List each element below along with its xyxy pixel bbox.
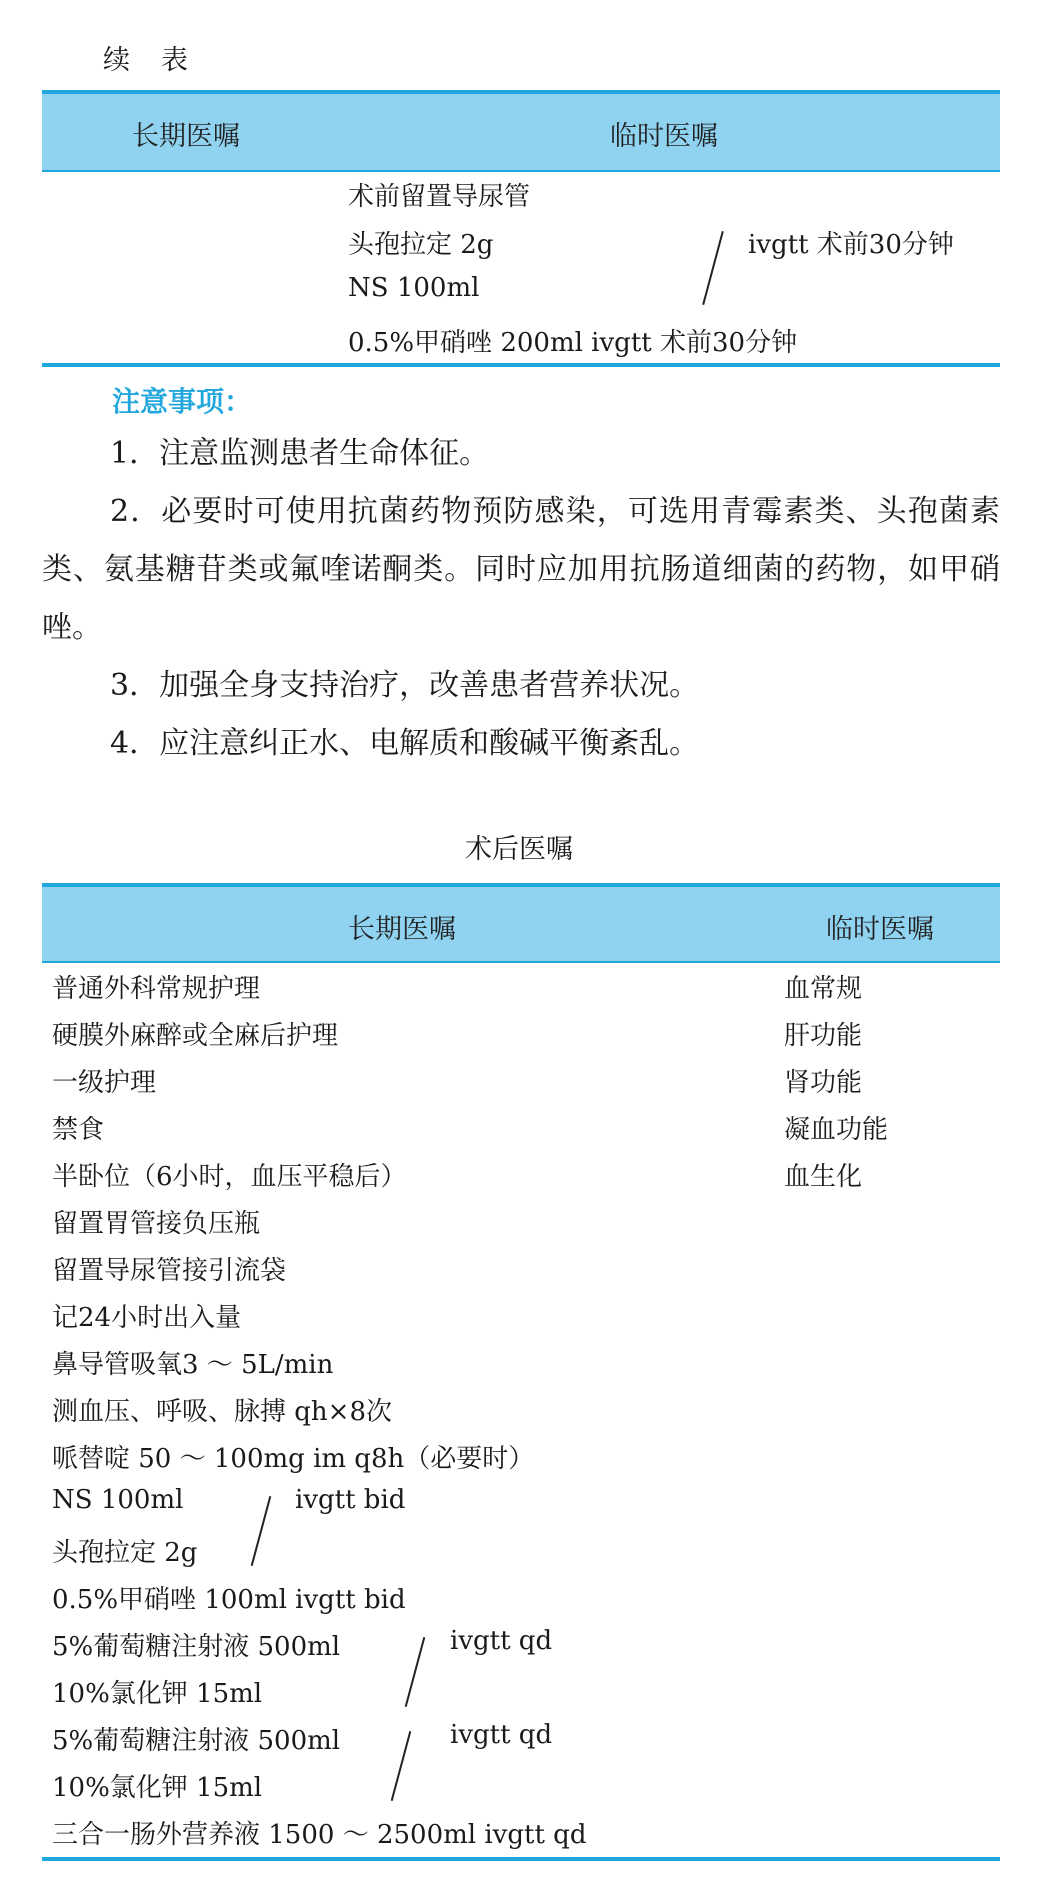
- temporary-order: 血常规: [784, 974, 863, 1004]
- temp-order-catheter: 术前留置导尿管: [348, 182, 531, 212]
- long-term-order: 留置胃管接负压瓶: [52, 1209, 261, 1239]
- long-term-order: 哌替啶 50 ～ 100mg im q8h（必要时）: [52, 1444, 535, 1474]
- table1-header-long-term: 长期医嘱: [132, 121, 240, 152]
- table2-header-temporary: 临时医嘱: [826, 914, 934, 945]
- long-term-order: 硬膜外麻醉或全麻后护理: [52, 1021, 339, 1051]
- notes-title: 注意事项：: [112, 385, 253, 418]
- temp-order-cefradine: 头孢拉定 2g: [348, 230, 494, 260]
- table1-header: [42, 90, 1000, 172]
- table1-header-temporary: 临时医嘱: [610, 121, 718, 152]
- long-term-order: 5%葡萄糖注射液 500ml: [52, 1726, 341, 1756]
- long-term-order: 三合一肠外营养液 1500 ～ 2500ml ivgtt qd: [52, 1820, 587, 1850]
- continuation-label: 续 表: [103, 45, 190, 76]
- long-term-order: 半卧位（6小时，血压平稳后）: [52, 1162, 407, 1192]
- note-item-1: 1．注意监测患者生命体征。: [110, 436, 490, 471]
- table2-title: 术后医嘱: [465, 834, 573, 865]
- combined-bracket-slash: [405, 1637, 426, 1707]
- long-term-order: 10%氯化钾 15ml: [52, 1679, 263, 1709]
- combined-bracket-slash: [251, 1496, 272, 1566]
- table2-header-long-term: 长期医嘱: [348, 914, 456, 945]
- note-item-2: 2．必要时可使用抗菌药物预防感染，可选用青霉素类、头孢菌素类、氨基糖苷类或氟喹诺酮类。同时应加用抗肠道细菌的药物，如甲硝唑。: [42, 494, 1000, 645]
- temp-order-ns: NS 100ml: [348, 273, 480, 303]
- note-item-3: 3．加强全身支持治疗，改善患者营养状况。: [110, 668, 700, 703]
- temporary-order: 肝功能: [784, 1021, 863, 1051]
- temporary-order: 血生化: [784, 1162, 863, 1192]
- long-term-order: 留置导尿管接引流袋: [52, 1256, 287, 1286]
- combined-route-label: ivgtt qd: [450, 1720, 553, 1750]
- table1-bottom-rule: [42, 363, 1000, 367]
- long-term-order: 测血压、呼吸、脉搏 qh×8次: [52, 1397, 392, 1427]
- combined-bracket-slash: [702, 231, 724, 305]
- long-term-order: 头孢拉定 2g: [52, 1538, 198, 1568]
- long-term-order: 鼻导管吸氧3 ～ 5L/min: [52, 1350, 334, 1380]
- combined-route-label: ivgtt qd: [450, 1626, 553, 1656]
- temporary-order: 凝血功能: [784, 1115, 889, 1145]
- long-term-order: 10%氯化钾 15ml: [52, 1773, 263, 1803]
- long-term-order: 一级护理: [52, 1068, 157, 1098]
- long-term-order: NS 100ml: [52, 1485, 184, 1515]
- long-term-order: 普通外科常规护理: [52, 974, 261, 1004]
- temporary-order: 肾功能: [784, 1068, 863, 1098]
- combined-route-label: ivgtt bid: [295, 1485, 406, 1515]
- long-term-order: 5%葡萄糖注射液 500ml: [52, 1632, 341, 1662]
- long-term-order: 记24小时出入量: [52, 1303, 242, 1333]
- temp-order-metronidazole: 0.5%甲硝唑 200ml ivgtt 术前30分钟: [348, 328, 798, 358]
- combined-bracket-slash: [391, 1731, 412, 1801]
- table2-header: [42, 883, 1000, 963]
- note-item-4: 4．应注意纠正水、电解质和酸碱平衡紊乱。: [110, 726, 700, 761]
- long-term-order: 禁食: [52, 1115, 105, 1145]
- long-term-order: 0.5%甲硝唑 100ml ivgtt bid: [52, 1585, 406, 1615]
- table2-bottom-rule: [42, 1857, 1000, 1861]
- temp-order-combined-route: ivgtt 术前30分钟: [748, 230, 954, 260]
